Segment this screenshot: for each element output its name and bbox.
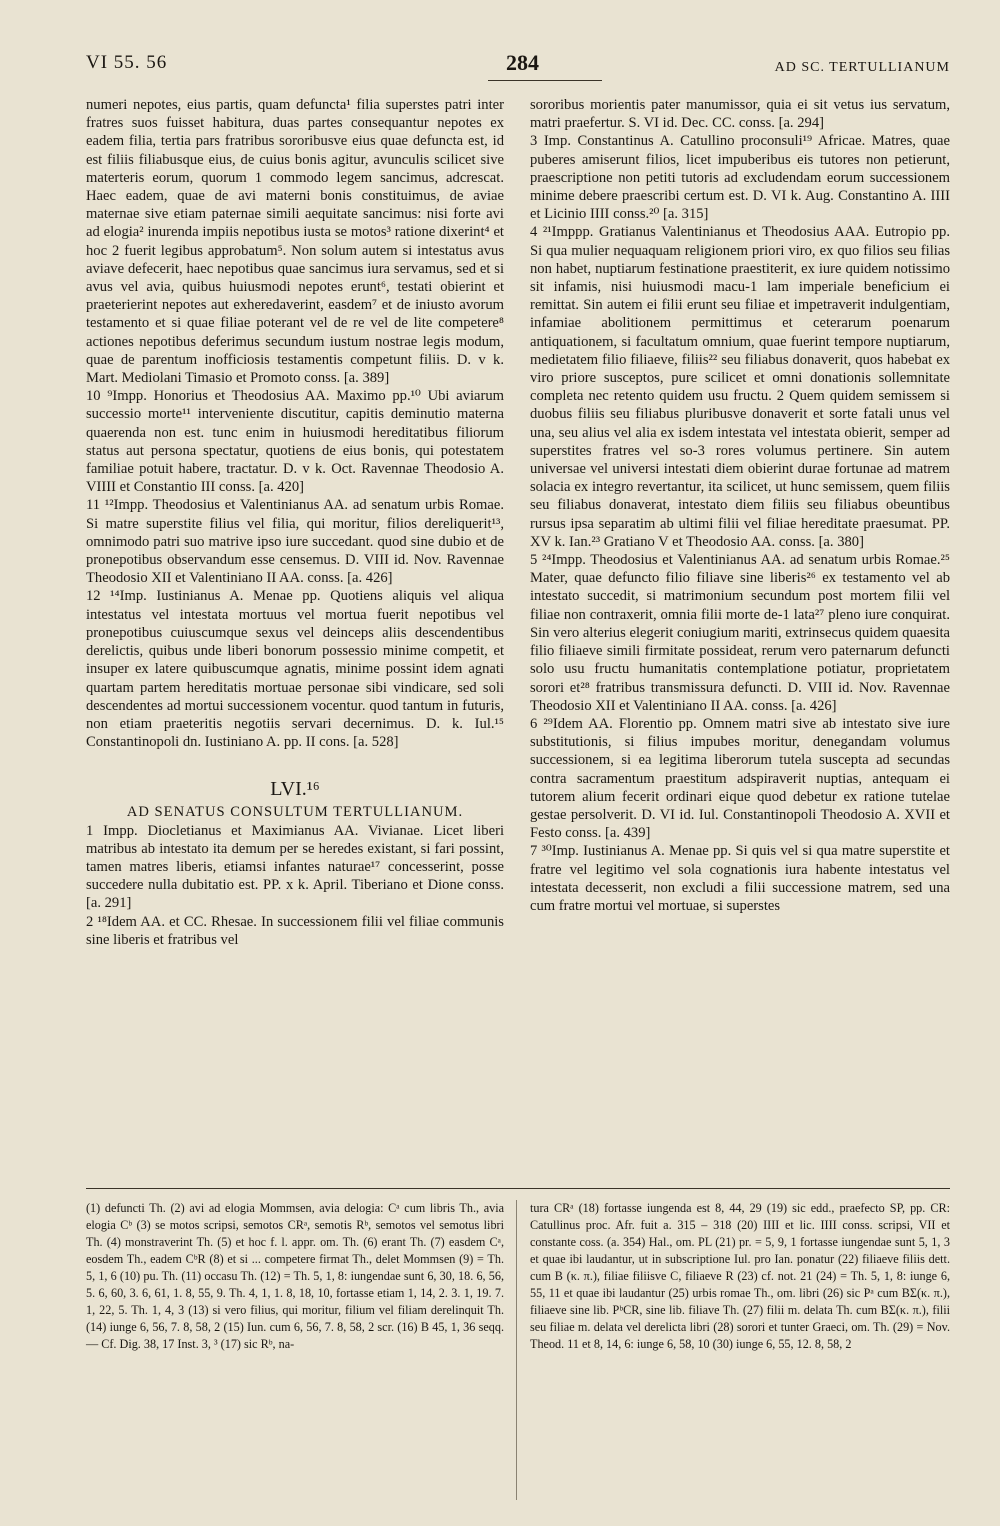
paragraph: 11 ¹²Impp. Theodosius et Valentinianus AA. ad senatum urbis Romae. Si matre superstite filius vel filia, qui moritur, filios dereliquerit¹³, omnimodo patri suo matrive ipso iure succedant. quod sine dubio et de pronepotibus observandum esse censemus. D. VIII id. Nov. Ravennae Theodosio XII et Valentiniano II AA. conss. [a. 426] bbox=[86, 497, 504, 587]
paragraph: sororibus morientis pater manumissor, quia ei sit vetus ius servatum, matri praefertur. S. VI id. Dec. CC. conss. [a. 294] bbox=[530, 97, 950, 132]
section-title bbox=[86, 775, 504, 821]
section-number: LVI.¹⁶ bbox=[270, 778, 320, 801]
footnote-text: tura CRᵃ (18) fortasse iungenda est 8, 44, 29 (19) sic edd., praefecto SP, pp. CR: Catullinus proc. Afr. fuit a. 315 – 318 (20) IIII et lic. IIII conss. scripsi, VII et constante coss. (a. 354) Hal., om. PL (21) pr. = 5, 9, 1 fortasse iungendae sunt 5, 1, 3 et quae ibi laudantur, ut in subscriptione Iul. pro Ian. ponatur (22) filiaeve filiis dett. cum B (κ. π.), filiae filiisve C, filiaeve R (23) cf. not. 21 (24) = Th. 5, 1, 8: iunge 6, 55, 11 et quae ibi laudantur (25) urbis romae Th., om. libri (26) sic Pᵃ cum BΣ(κ. π.), filiaeve sine lib. PᵇCR, sine lib. filiave Th. (27) filii m. delata Th. cum BΣ(κ. π.), filii seu filiae m. delata vel derelicta libri (28) sorori et tunter Graeci, om. Th. (29) = Nov. Theod. 11 et 8, 14, 6: iunge 6, 58, 10 (30) iunge 6, 55, 12. 8, 58, 2 bbox=[530, 1201, 950, 1351]
header-rule bbox=[488, 80, 602, 81]
left-column bbox=[86, 96, 504, 949]
section-heading: AD SENATUS CONSULTUM TERTULLIANUM. bbox=[126, 804, 464, 821]
paragraph: 2 ¹⁸Idem AA. et CC. Rhesae. In successionem filii vel filiae communis sine liberis et fratribus vel bbox=[86, 913, 504, 948]
paragraph: 4 ²¹Imppp. Gratianus Valentinianus et Theodosius AAA. Eutropio pp. Si qua mulier nequaquam religionem priori viro, ex quo filios seu filias non habet, nuptiarum festinatione praestiterit, ex iure quidem notissimo sit infamis, nisi huiusmodi macu-1 lam imperiale beneficium ei remittat. Sin autem ei filii erunt seu filiae et impetraverit indulgentiam, infamiae abolitionem permittimus et ceterarum poenarum antiquationem, si facultatum omnium, quae fuerint tempore nuptiarum, medietatem filio filiaeve, filiis²² seu filiabus donaverit, quos habebat ex viro priore susceptos, pure scilicet et omni donationis sollemnitate completa nec retento quidem usu fructu. 2 Quem quidem semissem si duobus filiis seu filiabus pluribusve donaverit et sorte fatali unus vel una, seu alius vel alia ex isdem intestata vel intestata obierit, semper ad superstites fratres vel so-3 rores volumus pertinere. Sin autem universae vel universi intestati diem obierint durae fortunae ad matrem solacia ex integro revertantur, ita scilicet, ut hunc semissem, quem filiis seu filiabus donaverat, intestato diem filiis seu filiabus obeuntibus rursus ipsa separatim ab ultimi filii vel filiae hereditate praesumat. PP. XV k. Ian.²³ Gratiano V et Theodosio AA. conss. [a. 380] bbox=[530, 224, 950, 550]
paragraph: 5 ²⁴Impp. Theodosius et Valentinianus AA. ad senatum urbis Romae.²⁵ Mater, quae defuncto filio filiave sine liberis²⁶ ex testamento vel ab intestato succedit, si matrimonium secundum post mortem filii vel filiae non contraxerit, omnia filii morte de-1 lata²⁷ pleno iure conquirat. Sin vero alterius elegerit coniugium mariti, extrinsecus quidem quaesita filio filiaeve simili firmitate possideat, rerum vero paternarum defuncti solo usu fructu humanitatis contemplatione potiatur, proprietatem sorori et²⁸ fratribus transmissura defuncti. D. VIII id. Nov. Ravennae Theodosio XII et Valentiniano II AA. conss. [a. 426] bbox=[530, 552, 950, 714]
paragraph: 1 Impp. Diocletianus et Maximianus AA. Vivianae. Licet liberi matribus ab intestato ita demum per se heredes existant, si fari possint, tamen matres liberis, etiamsi infantes naturae¹⁷ concesserint, posse succedere nulla dubitatio est. PP. x k. April. Tiberiano et Dione conss. [a. 291] bbox=[86, 822, 504, 912]
footnote-divider bbox=[86, 1188, 950, 1189]
paragraph: 3 Imp. Constantinus A. Catullino proconsuli¹⁹ Africae. Matres, quae puberes amiserunt filios, licet impuberibus eis tutores non petierunt, praescriptione non petiti tutoris ad excludendam eorum successionem minime debere praescribi certum est. D. VI k. Aug. Constantino A. IIII et Licinio IIII conss.²⁰ [a. 315] bbox=[530, 133, 950, 223]
right-column bbox=[530, 96, 950, 915]
footnote-text: (1) defuncti Th. (2) avi ad elogia Mommsen, avia delogia: Cᵃ cum libris Th., avia elogia Cᵇ (3) se motos scripsi, semotos CRᵃ, semotis Rᵇ, semotos vel semotus libri Th. (4) monstraverint Th. (5) et hoc f. l. appr. om. Th. (6) erant Th. (7) easdem Cᵃ, eosdem Th., eadem CᵇR (8) et si ... competere firmat Th., delet Mommsen (9) = Th. 5, 1, 6 (10) pu. Th. (11) occasu Th. (12) = Th. 5, 1, 8: iungendae sunt 6, 30, 18. 6, 56, 5. 6, 60, 3. 6, 61, 1. 8, 55, 9. Th. 4, 1, 1. 8, 18, 10, fortasse etiam 1, 14, 2. 3. 1, 19. 7. 1, 22, 5. Th. 1, 4, 3 (13) si vero filius, qui moritur, filium vel filiam derelinquit Th. (14) iunge 6, 56, 7. 8, 58, 2 (15) Iun. cum 6, 56, 7. 8, 58, 2 scr. (16) B 45, 1, 36 seqq. — Cf. Dig. 38, 17 Inst. 3, ³ (17) sic Rᵇ, na- bbox=[86, 1201, 504, 1351]
paragraph: 12 ¹⁴Imp. Iustinianus A. Menae pp. Quotiens aliquis vel aliqua intestatus vel intestata mortuus vel mortua fuerit nepotibus vel pronepotibus cuiuscumque sexus vel deinceps aliis descendentibus derelictis, quibus unde liberi bonorum possessio minime competit, et insuper ex latere quibuscumque agnatis, minime possint idem agnati quartam partem hereditatis mortuae personae sibi vindicare, sed soli descendentes ad mortui successionem vocentur. quod tantum in futuris, non etiam praeteritis negotiis servari decernimus. D. k. Iul.¹⁵ Constantinopoli dn. Iustiniano A. pp. II cons. [a. 528] bbox=[86, 588, 504, 751]
paragraph: 10 ⁹Impp. Honorius et Theodosius AA. Maximo pp.¹⁰ Ubi aviarum successio morte¹¹ interveniente discutitur, capitis deminutio materna quaerenda non est. tunc enim in huiusmodi hereditatibus filiorum status aut persona spectatur, quotiens de eius bonis, qui potestatem familiae potuit habere, tractatur. D. v k. Oct. Ravennae Theodosio A. VIIII et Constantio III conss. [a. 420] bbox=[86, 388, 504, 496]
running-header bbox=[86, 52, 950, 82]
column-rule bbox=[516, 1200, 517, 1500]
page-number: 284 bbox=[506, 50, 539, 75]
footnotes-left bbox=[86, 1200, 504, 1353]
paragraph: 7 ³⁰Imp. Iustinianus A. Menae pp. Si quis vel si qua matre superstite et fratre vel legitimo vel sola cognationis iura habente intestatus vel intestata decesserit, non excludi a filii successione matrem, sed una cum fratre mortui vel mortuae, si superstes bbox=[530, 843, 950, 914]
section-reference: VI 55. 56 bbox=[86, 52, 168, 73]
footnotes-right bbox=[530, 1200, 950, 1353]
paragraph: 6 ²⁹Idem AA. Florentio pp. Omnem matri sive ab intestato sive iure substitutionis, si filius impubes moritur, denegandam volumus successionem, si ea legitima liberorum tutela suscepta ad secundas contra sacramentum praestitum adspiraverit nuptias, antequam ei tutorem alium fecerit ordinari eique quod debetur ex ratione tutelae gestae persolverit. D. VI id. Iul. Constantinopoli Theodosio A. XVII et Festo conss. [a. 439] bbox=[530, 715, 950, 842]
running-title: AD SC. TERTULLIANUM bbox=[774, 60, 950, 75]
paragraph: numeri nepotes, eius partis, quam defuncta¹ filia superstes patri inter fratres suos fuisset habitura, duas partes consequantur nepotes ex eadem filia, tertia pars fratribus sororibusve eius quae defuncta est, id est filiis filiabusque eius, de cuius bonis agitur, avunculis scilicet sive materteris eorum, quorum 1 commodo legem sancimus, adcrescat. Haec eadem, quae de avi materni bonis constituimus, de aviae maternae sive etiam paternae simili aequitate sancimus: nisi forte avi ad elogia² inurenda impiis nepotibus iusta se motos³ ratione dixerint⁴ et hoc 2 fuerit legibus approbatum⁵. Non solum autem si intestatus avus aviave defecerit, haec nepotibus quae sancimus iura servamus, sed et si avus vel avia, quibus huiusmodi nepotes erunt⁶, testati obierint et praeterierint nepotes aut exheredaverint, easdem⁷ et de iniusto avorum testamento et si quae filiae poterant vel de re vel de lite competere⁸ actiones nepotibus deferimus secundum iustum nostrae legis modum, quae de parentum inofficiosis testamentis competunt filiis. D. v k. Mart. Mediolani Timasio et Promoto conss. [a. 389] bbox=[86, 97, 504, 387]
